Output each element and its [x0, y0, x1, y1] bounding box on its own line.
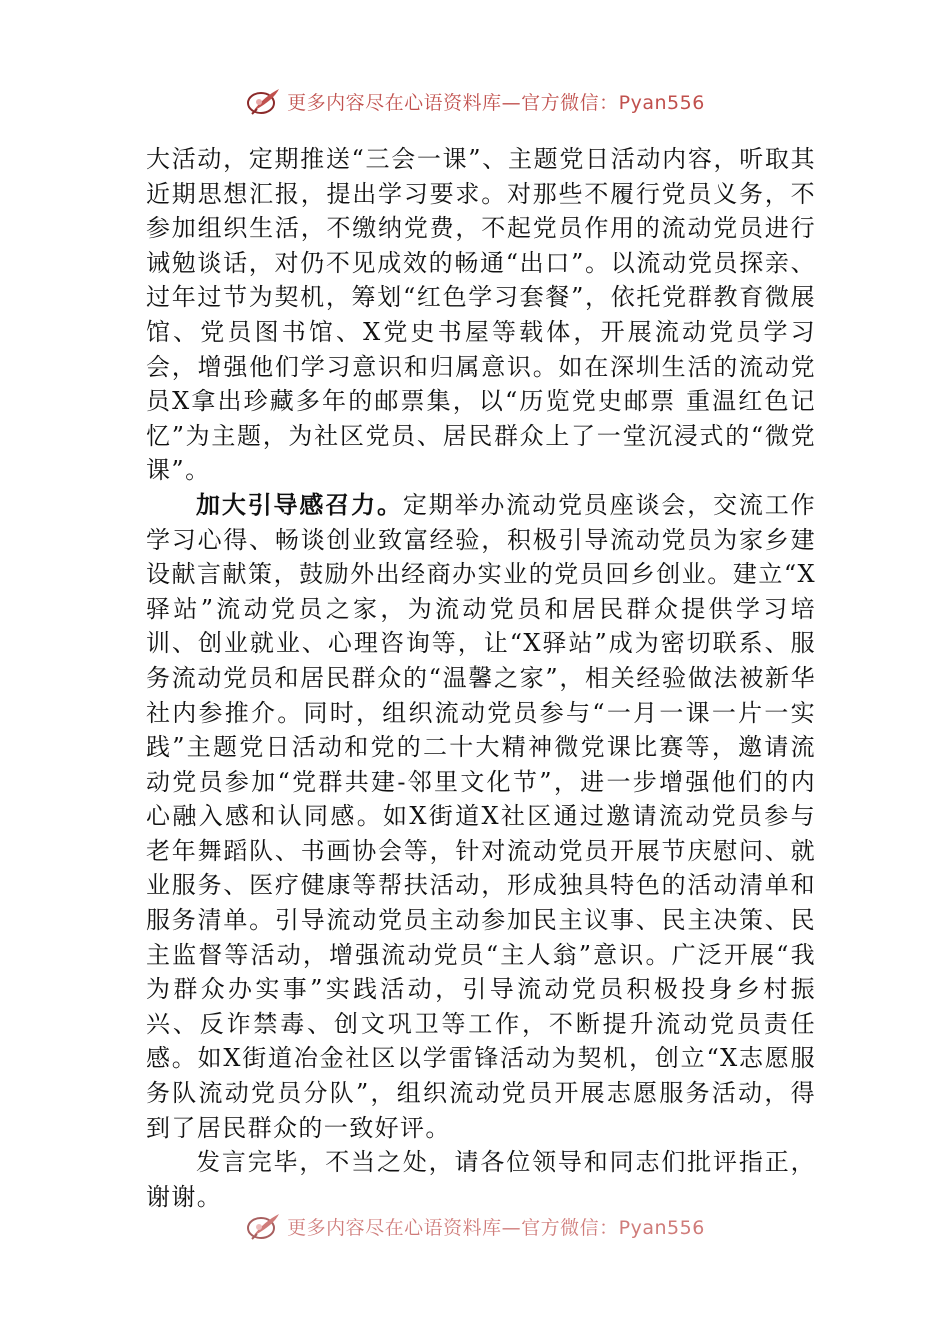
paragraph-2: [146, 488, 816, 1145]
quill-logo-icon: [245, 86, 281, 116]
watermark-text: 更多内容尽在心语资料库—官方微信：Pyan556: [287, 91, 705, 114]
document-body: [146, 142, 816, 1214]
header-watermark: [0, 84, 950, 118]
quill-logo-icon: [245, 1211, 281, 1241]
paragraph-2-text: 定期举办流动党员座谈会，交流工作学习心得、畅谈创业致富经验，积极引导流动党员为家乡建设献言献策，鼓励外出经商办实业的党员回乡创业。建立“X驿站”流动党员之家，为流动党员和居民群众提供学习培训、创业就业、心理咨询等，让“X驿站”成为密切联系、服务流动党员和居民群众的“温馨之家”，相关经验做法被新华社内参推介。同时，组织流动党员参与“一月一课一片一实践”主题党日活动和党的二十大精神微党课比赛等，邀请流动党员参加“党群共建-邻里文化节”，进一步增强他们的内心融入感和认同感。如X街道X社区通过邀请流动党员参与老年舞蹈队、书画协会等，针对流动党员开展节庆慰问、就业服务、医疗健康等帮扶活动，形成独具特色的活动清单和服务清单。引导流动党员主动参加民主议事、民主决策、民主监督等活动，增强流动党员“主人翁”意识。广泛开展“我为群众办实事”实践活动，引导流动党员积极投身乡村振兴、反诈禁毒、创文巩卫等工作，不断提升流动党员责任感。如X街道冶金社区以学雷锋活动为契机，创立“X志愿服务队流动党员分队”，组织流动党员开展志愿服务活动，得到了居民群众的一致好评。: [146, 490, 817, 1142]
paragraph-1: 大活动，定期推送“三会一课”、主题党日活动内容，听取其近期思想汇报，提出学习要求。对那些不履行党员义务，不参加组织生活，不缴纳党费，不起党员作用的流动党员进行诫勉谈话，对仍不见成效的畅通“出口”。以流动党员探亲、过年过节为契机，筹划“红色学习套餐”，依托党群教育微展馆、党员图书馆、X党史书屋等载体，开展流动党员学习会，增强他们学习意识和归属意识。如在深圳生活的流动党员X拿出珍藏多年的邮票集，以“历览党史邮票 重温红色记忆”为主题，为社区党员、居民群众上了一堂沉浸式的“微党课”。: [146, 145, 816, 485]
footer-watermark: [0, 1209, 950, 1243]
paragraph-2-heading: 加大引导感召力。: [196, 490, 403, 519]
watermark-text: 更多内容尽在心语资料库—官方微信：Pyan556: [287, 1216, 705, 1239]
paragraph-3: 发言完毕，不当之处，请各位领导和同志们批评指正，谢谢。: [146, 1148, 816, 1211]
